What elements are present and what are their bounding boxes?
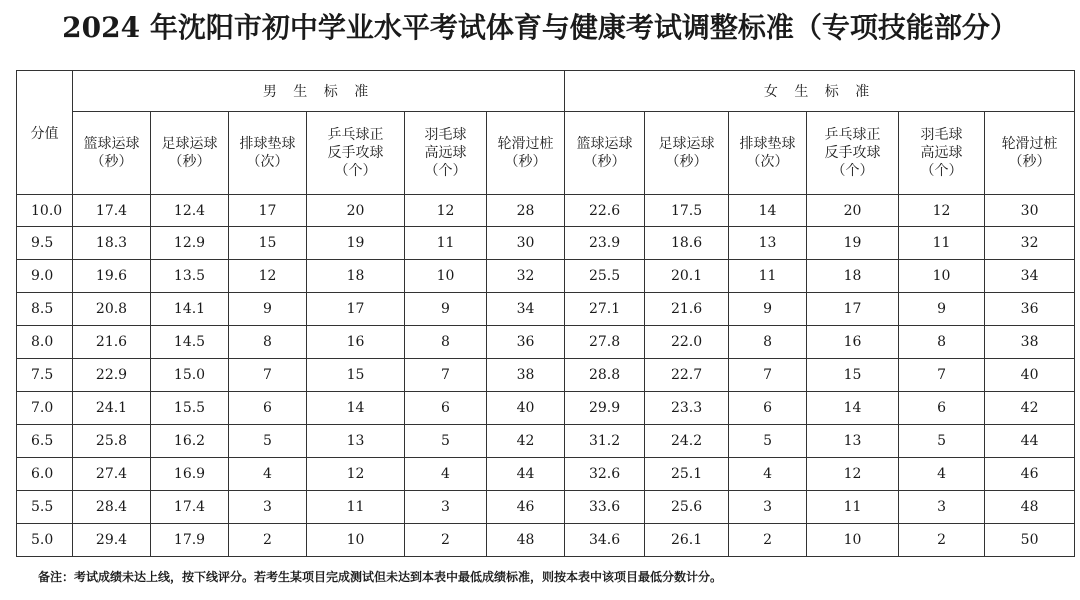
event-column-header: [405, 112, 487, 195]
standard-value-cell: 15: [229, 227, 307, 260]
score-value-cell: 8.0: [17, 326, 73, 359]
standard-value-cell: 32: [985, 227, 1075, 260]
event-header-line: （秒）: [665, 154, 708, 170]
standard-value-cell: 17.5: [645, 195, 729, 227]
standard-value-cell: 33.6: [565, 491, 645, 524]
standard-value-cell: 7: [899, 359, 985, 392]
event-header-line: （秒）: [90, 154, 133, 170]
standard-value-cell: 25.8: [73, 425, 151, 458]
standard-value-cell: 24.2: [645, 425, 729, 458]
standard-value-cell: 50: [985, 524, 1075, 557]
event-column-header: [899, 112, 985, 195]
standard-value-cell: 34.6: [565, 524, 645, 557]
event-header-line: （秒）: [168, 154, 211, 170]
standard-value-cell: 16.9: [151, 458, 229, 491]
standard-value-cell: 32.6: [565, 458, 645, 491]
standard-value-cell: 20.8: [73, 293, 151, 326]
standard-value-cell: 2: [229, 524, 307, 557]
standard-value-cell: 3: [899, 491, 985, 524]
standard-value-cell: 28.8: [565, 359, 645, 392]
score-value-cell: 6.0: [17, 458, 73, 491]
standard-value-cell: 17: [807, 293, 899, 326]
standard-value-cell: 30: [487, 227, 565, 260]
female-standard-header: 女 生 标 准: [565, 71, 1075, 112]
standard-value-cell: 13: [729, 227, 807, 260]
standard-value-cell: 4: [229, 458, 307, 491]
event-header-line: （个）: [920, 163, 963, 179]
standard-value-cell: 31.2: [565, 425, 645, 458]
standard-value-cell: 11: [729, 260, 807, 293]
score-value-cell: 10.0: [17, 195, 73, 227]
score-value-cell: 9.0: [17, 260, 73, 293]
standard-value-cell: 18: [307, 260, 405, 293]
standard-value-cell: 44: [487, 458, 565, 491]
standard-value-cell: 46: [985, 458, 1075, 491]
standard-value-cell: 14: [807, 392, 899, 425]
standard-value-cell: 9: [729, 293, 807, 326]
event-header-line: 反手攻球: [327, 145, 384, 161]
standard-value-cell: 40: [487, 392, 565, 425]
standard-value-cell: 12: [229, 260, 307, 293]
standard-value-cell: 32: [487, 260, 565, 293]
standard-value-cell: 11: [405, 227, 487, 260]
standard-value-cell: 8: [405, 326, 487, 359]
event-column-header: [487, 112, 565, 195]
footnote: 备注：考试成绩未达上线，按下线评分。若考生某项目完成测试但未达到本表中最低成绩标准，则按本表中该项目最低分数计分。: [38, 570, 723, 584]
standard-value-cell: 18: [807, 260, 899, 293]
standard-value-cell: 26.1: [645, 524, 729, 557]
score-value-cell: 5.0: [17, 524, 73, 557]
standard-value-cell: 22.6: [565, 195, 645, 227]
standard-value-cell: 14.5: [151, 326, 229, 359]
standard-value-cell: 15: [807, 359, 899, 392]
score-value-cell: 7.5: [17, 359, 73, 392]
standard-value-cell: 22.9: [73, 359, 151, 392]
standard-value-cell: 6: [405, 392, 487, 425]
standard-value-cell: 38: [985, 326, 1075, 359]
standard-value-cell: 8: [229, 326, 307, 359]
event-column-header: [645, 112, 729, 195]
event-header-line: （秒）: [504, 154, 547, 170]
event-header-line: 篮球运球: [83, 136, 140, 152]
standard-value-cell: 36: [985, 293, 1075, 326]
standard-value-cell: 29.9: [565, 392, 645, 425]
standard-value-cell: 22.0: [645, 326, 729, 359]
standard-value-cell: 23.9: [565, 227, 645, 260]
standard-value-cell: 14.1: [151, 293, 229, 326]
standard-value-cell: 7: [729, 359, 807, 392]
standard-value-cell: 6: [899, 392, 985, 425]
event-column-header: [151, 112, 229, 195]
standard-value-cell: 48: [985, 491, 1075, 524]
event-column-header: [73, 112, 151, 195]
standard-value-cell: 15.0: [151, 359, 229, 392]
standard-value-cell: 42: [487, 425, 565, 458]
standard-value-cell: 2: [405, 524, 487, 557]
standard-value-cell: 22.7: [645, 359, 729, 392]
event-column-header: [985, 112, 1075, 195]
standard-value-cell: 19: [807, 227, 899, 260]
event-header-line: （秒）: [1008, 154, 1051, 170]
standard-value-cell: 10: [307, 524, 405, 557]
table-row: [17, 524, 1075, 557]
table-row: [17, 260, 1075, 293]
standard-value-cell: 19: [307, 227, 405, 260]
standard-value-cell: 27.1: [565, 293, 645, 326]
event-header-line: 反手攻球: [824, 145, 881, 161]
standard-value-cell: 15: [307, 359, 405, 392]
standard-value-cell: 7: [229, 359, 307, 392]
standard-value-cell: 34: [487, 293, 565, 326]
standard-value-cell: 18.6: [645, 227, 729, 260]
standard-value-cell: 4: [729, 458, 807, 491]
standard-value-cell: 30: [985, 195, 1075, 227]
table-row: [17, 392, 1075, 425]
standard-value-cell: 13.5: [151, 260, 229, 293]
standard-value-cell: 16: [807, 326, 899, 359]
standard-value-cell: 12: [307, 458, 405, 491]
male-standard-header: 男 生 标 准: [73, 71, 565, 112]
standard-value-cell: 40: [985, 359, 1075, 392]
table-row: [17, 326, 1075, 359]
standard-value-cell: 16: [307, 326, 405, 359]
standard-value-cell: 34: [985, 260, 1075, 293]
standard-value-cell: 7: [405, 359, 487, 392]
standard-value-cell: 27.8: [565, 326, 645, 359]
score-table-body: [17, 195, 1075, 557]
standard-value-cell: 4: [405, 458, 487, 491]
standard-value-cell: 17.9: [151, 524, 229, 557]
standard-value-cell: 9: [899, 293, 985, 326]
event-header-line: （个）: [831, 163, 874, 179]
standard-value-cell: 2: [729, 524, 807, 557]
score-value-cell: 7.0: [17, 392, 73, 425]
score-column-header: 分值: [17, 71, 73, 195]
standard-value-cell: 12: [899, 195, 985, 227]
event-header-line: 乒乓球正: [824, 127, 881, 143]
standard-value-cell: 20: [307, 195, 405, 227]
event-header-line: （个）: [334, 163, 377, 179]
standard-value-cell: 25.1: [645, 458, 729, 491]
table-row: [17, 458, 1075, 491]
event-header-line: （个）: [424, 163, 467, 179]
standard-value-cell: 21.6: [645, 293, 729, 326]
table-row: [17, 293, 1075, 326]
standard-value-cell: 38: [487, 359, 565, 392]
score-value-cell: 8.5: [17, 293, 73, 326]
event-header-line: 轮滑过桩: [497, 136, 554, 152]
standard-value-cell: 17.4: [73, 195, 151, 227]
event-header-line: 足球运球: [658, 136, 715, 152]
standard-value-cell: 4: [899, 458, 985, 491]
table-row: [17, 425, 1075, 458]
standard-value-cell: 8: [899, 326, 985, 359]
table-row: [17, 195, 1075, 227]
event-header-line: 羽毛球: [920, 127, 963, 143]
standard-value-cell: 20: [807, 195, 899, 227]
standard-value-cell: 5: [899, 425, 985, 458]
table-row: [17, 359, 1075, 392]
event-header-line: （次）: [746, 154, 789, 170]
standard-value-cell: 27.4: [73, 458, 151, 491]
event-column-header: [307, 112, 405, 195]
event-header-line: （次）: [246, 154, 289, 170]
standard-value-cell: 6: [229, 392, 307, 425]
standard-value-cell: 9: [405, 293, 487, 326]
standard-value-cell: 3: [405, 491, 487, 524]
standard-value-cell: 12.4: [151, 195, 229, 227]
standard-value-cell: 13: [307, 425, 405, 458]
standard-value-cell: 17.4: [151, 491, 229, 524]
standard-value-cell: 15.5: [151, 392, 229, 425]
standard-value-cell: 3: [229, 491, 307, 524]
event-column-header: [229, 112, 307, 195]
event-header-line: 高远球: [920, 145, 963, 161]
standard-value-cell: 5: [229, 425, 307, 458]
standard-value-cell: 19.6: [73, 260, 151, 293]
standard-value-cell: 25.6: [645, 491, 729, 524]
event-column-header: [807, 112, 899, 195]
standard-value-cell: 13: [807, 425, 899, 458]
event-header-line: 排球垫球: [239, 136, 296, 152]
standard-value-cell: 48: [487, 524, 565, 557]
score-value-cell: 9.5: [17, 227, 73, 260]
score-value-cell: 6.5: [17, 425, 73, 458]
standard-value-cell: 24.1: [73, 392, 151, 425]
standard-value-cell: 11: [899, 227, 985, 260]
event-column-header: [729, 112, 807, 195]
standard-value-cell: 18.3: [73, 227, 151, 260]
document-title: 2024 年沈阳市初中学业水平考试体育与健康考试调整标准（专项技能部分）: [62, 11, 1018, 44]
event-header-line: 羽毛球: [424, 127, 467, 143]
standard-value-cell: 14: [307, 392, 405, 425]
event-header-line: 乒乓球正: [327, 127, 384, 143]
event-column-header: [565, 112, 645, 195]
score-value-cell: 5.5: [17, 491, 73, 524]
standard-value-cell: 17: [229, 195, 307, 227]
event-header-line: 篮球运球: [576, 136, 633, 152]
standard-value-cell: 5: [405, 425, 487, 458]
standard-value-cell: 2: [899, 524, 985, 557]
event-header-row: [17, 112, 1075, 195]
standard-value-cell: 25.5: [565, 260, 645, 293]
event-header-line: 轮滑过桩: [1001, 136, 1058, 152]
standard-value-cell: 10: [899, 260, 985, 293]
standard-value-cell: 46: [487, 491, 565, 524]
standard-value-cell: 5: [729, 425, 807, 458]
event-header-line: 排球垫球: [739, 136, 796, 152]
standard-value-cell: 10: [807, 524, 899, 557]
standard-value-cell: 42: [985, 392, 1075, 425]
standard-value-cell: 3: [729, 491, 807, 524]
standard-value-cell: 14: [729, 195, 807, 227]
standard-value-cell: 20.1: [645, 260, 729, 293]
standard-value-cell: 8: [729, 326, 807, 359]
standard-value-cell: 44: [985, 425, 1075, 458]
standard-value-cell: 29.4: [73, 524, 151, 557]
standard-value-cell: 12.9: [151, 227, 229, 260]
standard-value-cell: 11: [307, 491, 405, 524]
event-header-line: 足球运球: [161, 136, 218, 152]
standard-value-cell: 28: [487, 195, 565, 227]
standard-value-cell: 21.6: [73, 326, 151, 359]
standard-value-cell: 12: [405, 195, 487, 227]
standard-value-cell: 11: [807, 491, 899, 524]
event-header-line: 高远球: [424, 145, 467, 161]
standard-value-cell: 16.2: [151, 425, 229, 458]
standard-value-cell: 10: [405, 260, 487, 293]
event-header-line: （秒）: [583, 154, 626, 170]
standard-value-cell: 28.4: [73, 491, 151, 524]
table-row: [17, 491, 1075, 524]
standard-value-cell: 36: [487, 326, 565, 359]
standard-value-cell: 23.3: [645, 392, 729, 425]
standard-value-cell: 9: [229, 293, 307, 326]
score-standard-table: [16, 70, 1075, 557]
standard-value-cell: 12: [807, 458, 899, 491]
standard-value-cell: 17: [307, 293, 405, 326]
table-row: [17, 227, 1075, 260]
standard-value-cell: 6: [729, 392, 807, 425]
